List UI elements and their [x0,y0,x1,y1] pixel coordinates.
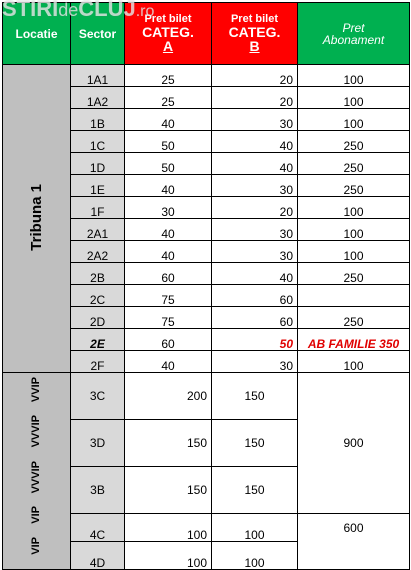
price-b-cell: 100 [212,514,298,542]
vip-label: VIP [30,506,42,525]
sector-cell: 1A1 [71,65,125,87]
sector-cell: 1A2 [71,87,125,109]
sector-cell: 1D [71,153,125,175]
abon-cell: 100 [298,351,410,373]
table-row [3,373,410,420]
abon-cell: 250 [298,307,410,329]
sector-cell: 2D [71,307,125,329]
abon-cell: 100 [298,197,410,219]
price-a-cell: 50 [125,131,212,153]
header-pret-b-line3: B [249,38,260,54]
abon-cell: 250 [298,153,410,175]
watermark-part: STIRI [2,0,59,21]
sector-cell: 4C [71,514,125,542]
vip-labels [3,377,70,555]
abon-cell: 250 [298,175,410,197]
location-vip [3,373,71,570]
location-tribuna-label: Tribuna 1 [28,184,45,251]
location-tribuna [3,65,71,373]
vip-label: VVVIP [30,415,42,448]
abon-cell: 100 [298,87,410,109]
sector-cell: 2F [71,351,125,373]
vip-label: VIP [30,537,42,555]
header-abon-line1: Pret [342,20,365,35]
header-row [3,3,410,65]
abon-cell: 100 [298,109,410,131]
price-b-cell: 60 [212,285,298,307]
sector-cell: 3D [71,420,125,467]
sector-cell: 1E [71,175,125,197]
header-pret-a-line3: A [162,38,174,54]
sector-cell: 2A2 [71,241,125,263]
watermark-part: de [58,0,79,20]
header-pret-b-line1: Pret bilet [230,13,279,25]
abon-cell: 250 [298,131,410,153]
header-pret-a-line1: Pret bilet [144,13,192,25]
header-pret-b-line2: CATEG. [228,24,281,40]
header-pret-categ-b [212,3,298,65]
price-a-cell: 75 [125,285,212,307]
price-b-cell: 20 [212,87,298,109]
watermark-part: .ro [135,3,155,20]
price-a-cell: 200 [125,373,212,420]
abon-vip-group2: 600 [298,514,410,570]
price-a-cell: 150 [125,420,212,467]
watermark-part: CLUJ [78,0,136,21]
price-a-cell: 75 [125,307,212,329]
abon-cell: 100 [298,219,410,241]
sector-cell: 1B [71,109,125,131]
header-pret-a-line2: CATEG. [142,24,194,40]
vip-label: VVIP [30,377,42,403]
price-b-cell: 100 [212,542,298,570]
abon-cell: 100 [298,241,410,263]
sector-cell: 2B [71,263,125,285]
price-a-cell: 40 [125,219,212,241]
price-a-cell: 100 [125,514,212,542]
sector-cell: 2E [71,329,125,351]
price-b-cell: 30 [212,109,298,131]
abon-cell: 100 [298,65,410,87]
price-a-cell: 150 [125,467,212,514]
abon-vip-group1: 900 [298,373,410,514]
table-row [3,65,410,87]
price-b-cell: 150 [212,467,298,514]
price-b-cell: 30 [212,241,298,263]
price-a-cell: 60 [125,329,212,351]
price-b-cell: 20 [212,197,298,219]
price-a-cell: 60 [125,263,212,285]
price-b-cell: 150 [212,420,298,467]
price-a-cell: 50 [125,153,212,175]
abon-family-cell: AB FAMILIE 350 [298,329,410,351]
price-a-cell: 100 [125,542,212,570]
price-b-cell: 40 [212,153,298,175]
header-sector: Sector [71,3,125,65]
sector-cell: 3B [71,467,125,514]
price-b-cell: 30 [212,351,298,373]
price-a-cell: 40 [125,351,212,373]
sector-cell: 3C [71,373,125,420]
price-a-cell: 25 [125,65,212,87]
header-locatie: Locatie [3,3,71,65]
header-abon-line2: Abonament [322,32,385,47]
price-b-cell: 20 [212,65,298,87]
price-a-cell: 25 [125,87,212,109]
price-a-cell: 40 [125,109,212,131]
price-b-cell: 50 [212,329,298,351]
sector-cell: 2A1 [71,219,125,241]
sector-cell: 2C [71,285,125,307]
sector-cell: 1F [71,197,125,219]
price-b-cell: 40 [212,263,298,285]
price-b-cell: 30 [212,219,298,241]
abon-cell [298,285,410,307]
price-b-cell: 30 [212,175,298,197]
price-a-cell: 40 [125,175,212,197]
price-b-cell: 40 [212,131,298,153]
header-pret-categ-a [125,3,212,65]
header-pret-abonament [298,3,410,65]
sector-cell: 1C [71,131,125,153]
vip-label: VVVIP [30,460,42,494]
price-a-cell: 40 [125,241,212,263]
abon-cell: 250 [298,263,410,285]
sector-cell: 4D [71,542,125,570]
price-b-cell: 60 [212,307,298,329]
ticket-price-table [2,2,410,570]
price-a-cell: 30 [125,197,212,219]
price-b-cell: 150 [212,373,298,420]
